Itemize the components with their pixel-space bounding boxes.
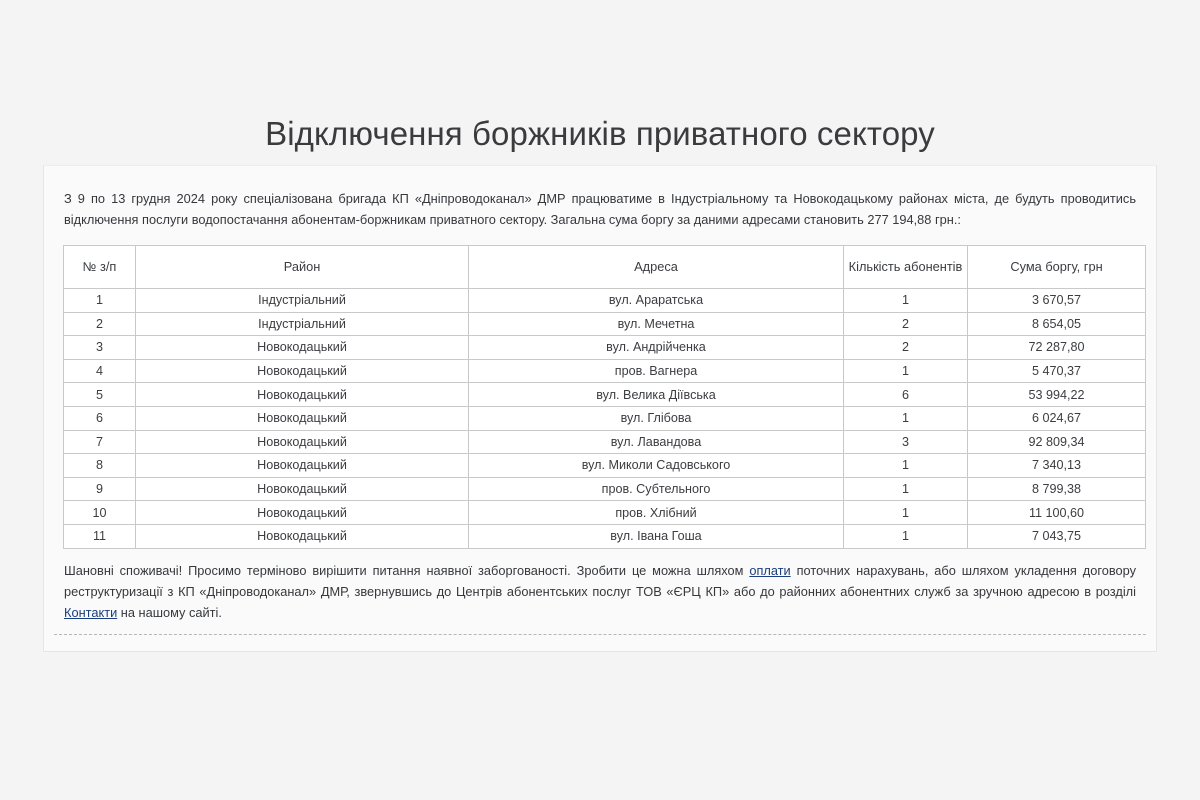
cell-subscribers: 3: [844, 430, 968, 454]
cell-subscribers: 1: [844, 289, 968, 313]
cell-address: пров. Субтельного: [469, 477, 844, 501]
cell-number: 4: [64, 359, 136, 383]
cell-debt: 53 994,22: [968, 383, 1146, 407]
cell-address: вул. Лавандова: [469, 430, 844, 454]
cell-district: Новокодацький: [136, 430, 469, 454]
cell-subscribers: 1: [844, 359, 968, 383]
column-header-address: Адреса: [469, 246, 844, 289]
cell-debt: 72 287,80: [968, 336, 1146, 360]
column-header-subscribers: Кількість абонентів: [844, 246, 968, 289]
cell-district: Індустріальний: [136, 289, 469, 313]
debt-table-wrapper: [62, 245, 1138, 549]
outro-paragraph: [62, 560, 1138, 623]
column-header-debt: Сума боргу, грн: [968, 246, 1146, 289]
cell-number: 8: [64, 454, 136, 478]
cell-number: 1: [64, 289, 136, 313]
cell-subscribers: 1: [844, 454, 968, 478]
table-row: [64, 359, 1146, 383]
table-row: [64, 289, 1146, 313]
cell-district: Новокодацький: [136, 406, 469, 430]
table-row: [64, 454, 1146, 478]
total-debt-amount: 277 194,88: [867, 212, 932, 227]
notice-panel: [43, 165, 1157, 652]
cell-number: 2: [64, 312, 136, 336]
table-row: [64, 477, 1146, 501]
cell-subscribers: 2: [844, 336, 968, 360]
debt-table: [63, 245, 1146, 549]
cell-debt: 8 799,38: [968, 477, 1146, 501]
table-row: [64, 524, 1146, 548]
cell-address: вул. Мечетна: [469, 312, 844, 336]
cell-district: Новокодацький: [136, 501, 469, 525]
table-row: [64, 406, 1146, 430]
table-header-row: [64, 246, 1146, 289]
cell-address: вул. Глібова: [469, 406, 844, 430]
cell-subscribers: 1: [844, 406, 968, 430]
cell-district: Новокодацький: [136, 477, 469, 501]
cell-district: Індустріальний: [136, 312, 469, 336]
cell-subscribers: 1: [844, 524, 968, 548]
cell-number: 6: [64, 406, 136, 430]
cell-district: Новокодацький: [136, 454, 469, 478]
cell-district: Новокодацький: [136, 524, 469, 548]
table-row: [64, 312, 1146, 336]
intro-paragraph: [62, 188, 1138, 230]
cell-address: пров. Вагнера: [469, 359, 844, 383]
payment-link[interactable]: оплати: [749, 562, 791, 578]
cell-subscribers: 1: [844, 477, 968, 501]
cell-number: 11: [64, 524, 136, 548]
cell-subscribers: 1: [844, 501, 968, 525]
table-row: [64, 501, 1146, 525]
contacts-link[interactable]: Контакти: [64, 604, 118, 620]
cell-number: 10: [64, 501, 136, 525]
cell-number: 3: [64, 336, 136, 360]
cell-district: Новокодацький: [136, 359, 469, 383]
intro-text-after-total: грн.:: [931, 212, 961, 227]
debt-table-body: [64, 289, 1146, 549]
outro-text-part1: Шановні споживачі! Просимо терміново вирішити питання наявної заборгованості. Зробити це можна шляхом: [64, 562, 750, 578]
cell-number: 7: [64, 430, 136, 454]
cell-address: пров. Хлібний: [469, 501, 844, 525]
cell-address: вул. Велика Дiївська: [469, 383, 844, 407]
table-row: [64, 336, 1146, 360]
cell-address: вул. Миколи Садовського: [469, 454, 844, 478]
column-header-number: № з/п: [64, 246, 136, 289]
cell-address: вул. Івана Гоша: [469, 524, 844, 548]
cell-number: 9: [64, 477, 136, 501]
page-title: Відключення боржників приватного сектору: [265, 115, 935, 152]
outro-text-part3: на нашому сайті.: [117, 604, 222, 620]
cell-district: Новокодацький: [136, 336, 469, 360]
cell-debt: 3 670,57: [968, 289, 1146, 313]
cell-debt: 7 043,75: [968, 524, 1146, 548]
cell-address: вул. Андрійченка: [469, 336, 844, 360]
outro-text-part2: поточних нарахувань, або шляхом укладення договору реструктуризації з КП «Дніпроводоканал» ДМР, звернувшись до Центрів абонентських послуг ТОВ «ЄРЦ КП» або до районних абонентних служб за зручною адресою в розділі: [64, 562, 1136, 599]
cell-district: Новокодацький: [136, 383, 469, 407]
cell-debt: 7 340,13: [968, 454, 1146, 478]
table-row: [64, 383, 1146, 407]
cell-subscribers: 6: [844, 383, 968, 407]
cell-debt: 5 470,37: [968, 359, 1146, 383]
dashed-divider: [54, 634, 1146, 635]
cell-debt: 6 024,67: [968, 406, 1146, 430]
table-row: [64, 430, 1146, 454]
cell-debt: 92 809,34: [968, 430, 1146, 454]
cell-number: 5: [64, 383, 136, 407]
cell-subscribers: 2: [844, 312, 968, 336]
cell-debt: 11 100,60: [968, 501, 1146, 525]
column-header-district: Район: [136, 246, 469, 289]
cell-debt: 8 654,05: [968, 312, 1146, 336]
debt-table-head: [64, 246, 1146, 289]
intro-text-before-total: З 9 по 13 грудня 2024 року спеціалізована бригада КП «Дніпроводоканал» ДМР працюватиме в Індустріальному та Новокодацькому районах міста, де будуть проводитись відключення послуги водопостачання абонентам-боржникам приватного сектору. Загальна сума боргу за даними адресами становить: [64, 191, 1136, 227]
cell-address: вул. Араратська: [469, 289, 844, 313]
